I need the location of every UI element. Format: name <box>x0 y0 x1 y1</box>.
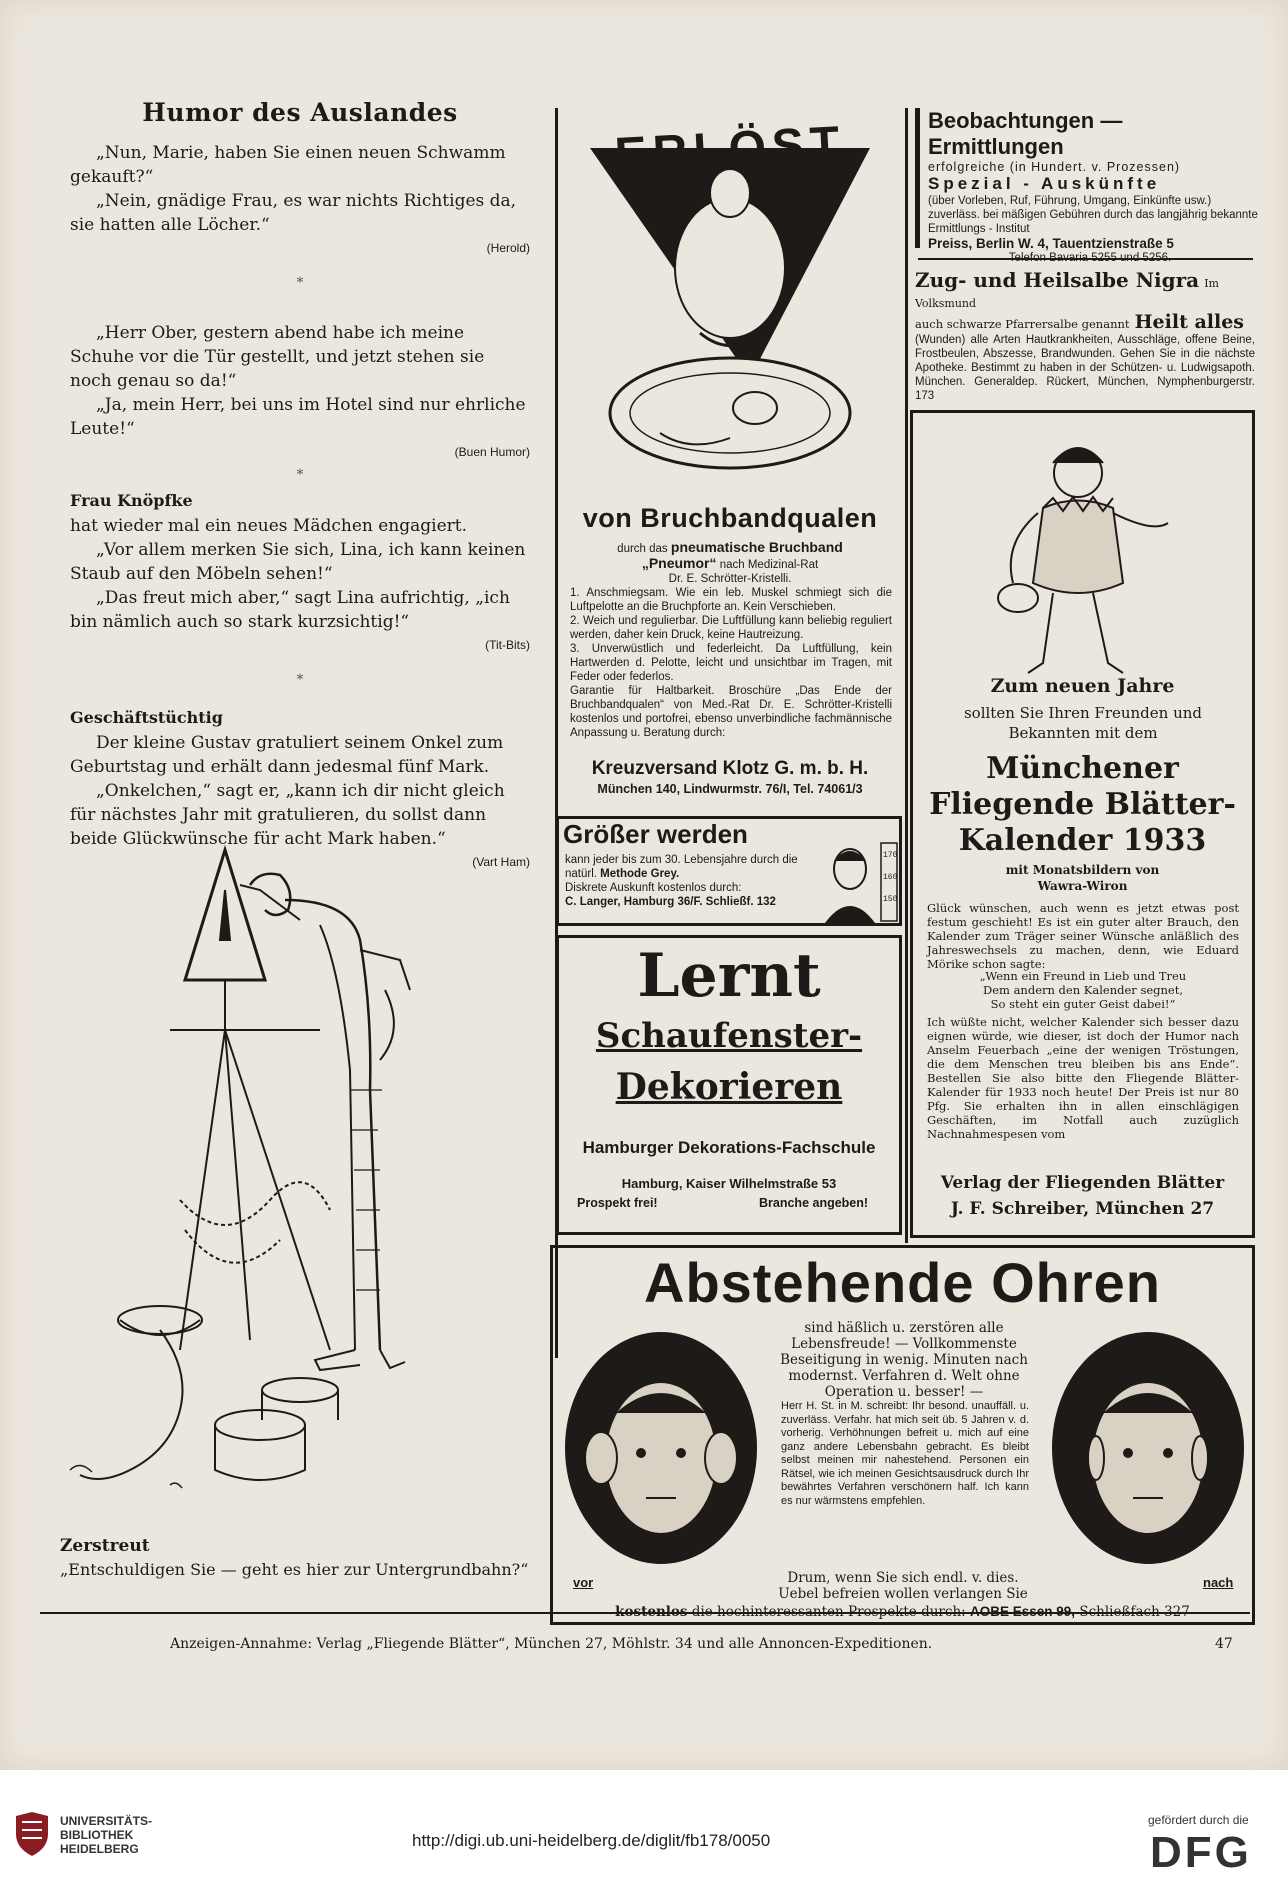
ohren-text: sind häßlich u. zerstören alle Lebensfreude! — Vollkommenste Beseitigung in wenig. Minuten nach modernst. Verfahren d. Welt ohne Operation u. besser! — <box>780 1320 1028 1400</box>
separator-star: * <box>296 275 304 291</box>
joke4-line: „Onkelchen,“ sagt er, „kann ich dir nicht gleich für nächstes Jahr mit gratulieren, du sollst dann beide Glückwünsche für acht Mark haben.“ <box>70 781 505 849</box>
kal-t5: Wawra-Wiron <box>1037 879 1128 893</box>
bottom-bar <box>0 1770 1288 1899</box>
ad-nigra <box>915 268 1255 402</box>
joke3-title: Frau Knöpfke <box>70 491 193 510</box>
ohren-vor: vor <box>573 1575 594 1590</box>
erloest-main: von Bruchbandqualen <box>582 503 878 533</box>
erloest-intro: durch das pneumatische Bruchband „Pneumor“ nach Medizinal-Rat Dr. E. Schrötter-Kristelli. <box>617 539 843 585</box>
dfg-logo: DFG <box>1150 1828 1252 1877</box>
kal-line2: sollten Sie Ihren Freunden und Bekannten mit dem <box>963 704 1203 742</box>
ohren-closing-line: kostenlos die hochinteressanten Prospekte durch: AOBE Essen 99, Schließfach 327 <box>615 1604 1190 1620</box>
erloest-points: 1. Anschmiegsam. Wie ein leb. Muskel schmiegt sich die Luftpelotte an die Bruchpforte an. Kein Verschieben. 2. Weich und regulierbar. Die Luftfüllung kann beliebig reguliert werden, daher kein Druck, keine Hautreizung. 3. Unverwüstlich und federleicht. Da Luftfüllung, kein Hartwerden d. Pelotte, leicht und unsichtbar im Tragen, mit Feder oder federlos. Garantie für Haltbarkeit. Broschüre „Das Ende der Bruchbandqualen“ von Med.-Rat Dr. E. Schrötter-Kristelli kostenlos und portofrei, ebenso unverbindliche fachmännische Anpassung u. Beratung durch: <box>570 587 892 739</box>
funded-text: gefördert durch die <box>1148 1813 1249 1827</box>
joke1-source: (Herold) <box>486 241 530 255</box>
ad-kalender <box>910 410 1255 1238</box>
ad-beobachtungen <box>915 108 1260 251</box>
separator-star: * <box>296 467 304 483</box>
beob-firm: Preiss, Berlin W. 4, Tauentzienstraße 5 <box>928 236 1174 251</box>
kal-poem: „Wenn ein Freund in Lieb und Treu Dem andern den Kalender segnet, So steht ein guter Geist dabei!“ <box>979 969 1187 1011</box>
joke3-line: hat wieder mal ein neues Mädchen engagiert. <box>70 516 468 536</box>
page-number: 47 <box>1215 1636 1233 1652</box>
kal-t2: Fliegende Blätter- <box>929 787 1236 822</box>
ohren-closing: Drum, wenn Sie sich endl. v. dies. Uebel befreien wollen verlangen Sie <box>778 1570 1028 1602</box>
ad-ohren <box>550 1245 1255 1625</box>
kal-text2: Ich wüßte nicht, welcher Kalender sich besser dazu eignen würde, wie dieser, ist doch der Humor nach Anselm Feuerbach „eine der wenigen Tröstungen, die dem Menschen treu bleiben bis ans Ende“. Bestellen Sie also bitte den Fliegende Blätter-Kalender für 1933 noch heute! Der Preis ist nur 80 Pfg. Sie erhalten ihn in allen einschlägigen Geschäften, im Notfall auch zuzüglich Nachnahmespesen vom <box>927 1015 1239 1141</box>
groesser-text: kann jeder bis zum 30. Lebensjahre durch die natürl. Methode Grey. Diskrete Auskunft kostenlos durch: C. Langer, Hamburg 36/F. Schließf. 132 <box>565 854 798 908</box>
joke3-line: „Das freut mich aber,“ sagt Lina aufrichtig, „ich bin nämlich auch so stark kurzsichtig!“ <box>70 588 510 632</box>
ad-lernt <box>556 935 902 1235</box>
joke4-source: (Vart Ham) <box>472 855 530 869</box>
groesser-scale: 170 160 150 <box>883 851 898 904</box>
groesser-title: Größer werden <box>563 819 748 849</box>
lernt-prospekt: Prospekt frei! <box>577 1196 658 1210</box>
erloest-company: Kreuzversand Klotz G. m. b. H. <box>591 758 869 779</box>
kal-pub2: J. F. Schreiber, München 27 <box>950 1199 1215 1219</box>
jester-illustration <box>983 433 1183 678</box>
joke1-line: „Nun, Marie, haben Sie einen neuen Schwamm gekauft?“ <box>70 143 506 187</box>
ad-erloest <box>560 108 900 798</box>
cartoon-title: Zerstreut <box>60 1536 150 1556</box>
humor-column <box>70 90 530 869</box>
separator-star: * <box>296 672 304 688</box>
joke2-line: „Herr Ober, gestern abend habe ich meine Schuhe vor die Tür gestellt, und jetzt stehen sie noch genau so da!“ <box>70 323 485 391</box>
lernt-branche: Branche angeben! <box>759 1196 869 1210</box>
university-logo-text: UNIVERSITÄTS- BIBLIOTHEK HEIDELBERG <box>60 1814 153 1856</box>
lernt-schaufenster: Schaufenster- <box>595 1016 863 1056</box>
joke2-source: (Buen Humor) <box>454 445 530 459</box>
lernt-school: Hamburger Dekorations-Fachschule <box>582 1138 876 1157</box>
joke4-line: Der kleine Gustav gratuliert seinem Onkel zum Geburtstag und erhält dann jedesmal fünf Mark. <box>70 733 504 777</box>
cartoon-illustration <box>60 830 530 1510</box>
footer-text: Anzeigen-Annahme: Verlag „Fliegende Blätter“, München 27, Möhlstr. 34 und alle Annoncen-Expeditionen. <box>170 1636 933 1652</box>
joke2-line: „Ja, mein Herr, bei uns im Hotel sind nur ehrliche Leute!“ <box>70 395 526 439</box>
ad-separator <box>918 258 1253 260</box>
ohren-nach: nach <box>1203 1575 1234 1590</box>
nigra-line2: auch schwarze Pfarrersalbe genannt Heilt alles <box>915 311 1245 333</box>
nigra-head: Zug- und Heilsalbe Nigra Im Volksmund <box>915 268 1219 310</box>
beob-spezial: Spezial - Auskünfte <box>928 174 1161 193</box>
source-url-link[interactable]: http://digi.ub.uni-heidelberg.de/diglit/fb178/0050 <box>412 1831 771 1850</box>
nigra-text: (Wunden) alle Arten Hautkrankheiten, Ausschläge, offene Beine, Frostbeulen, Abszesse, Brandwunden. Gehen Sie in die nächste Apotheke. Bestimmt zu haben in der Schützen- u. Ludwigsapoth. München. Generaldep. Rückert, München, Nymphenburgerstr. 173 <box>915 334 1255 402</box>
joke1-line: „Nein, gnädige Frau, es war nichts Richtiges da, sie hatten alle Löcher.“ <box>70 191 517 235</box>
beob-title: Beobachtungen — Ermittlungen <box>928 108 1123 159</box>
column-rule <box>905 108 908 1243</box>
cartoon-caption-block <box>60 1530 530 1579</box>
erloest-headline: ERLÖST <box>613 117 847 183</box>
beob-sub: erfolgreiche (in Hundert. v. Prozessen) <box>928 160 1181 174</box>
face-after-image <box>1048 1328 1248 1568</box>
university-logo-icon <box>12 1812 52 1856</box>
ohren-testimonial: Herr H. St. in M. schreibt: Ihr besond. unauffäll. u. zuverläss. Verfahr. hat mich seit üb. 5 Jahren v. d. vorherig. Verhöhnungen befreit u. mich auf eine ganz andere Lebensbahn gebracht. Es bleibt selbst meinen mir nahestehend. Personen ein Rätsel, wie ich meinen Gesichtsausdruck durch Ihr bewährtes Verfahren verschönern half. Ich kann es nur wärmstens empfehlen. <box>781 1400 1029 1507</box>
kal-t1: Münchener <box>986 751 1179 786</box>
kal-t3: Kalender 1933 <box>958 823 1207 858</box>
joke3-line: „Vor allem merken Sie sich, Lina, ich kann keinen Staub auf den Möbeln sehen!“ <box>70 540 526 584</box>
ad-groesser <box>556 816 902 926</box>
lernt-address: Hamburg, Kaiser Wilhelmstraße 53 <box>621 1176 837 1191</box>
joke3-source: (Tit-Bits) <box>485 638 530 652</box>
kal-line1: Zum neuen Jahre <box>990 675 1175 697</box>
humor-title: Humor des Auslandes <box>142 98 458 127</box>
erloest-address: München 140, Lindwurmstr. 76/I, Tel. 74061/3 <box>597 782 863 796</box>
beob-text: (über Vorleben, Ruf, Führung, Umgang, Einkünfte usw.) zuverläss. bei mäßigen Gebühren durch das langjährig bekannte Ermittlungs - Institut <box>928 195 1258 235</box>
face-before-image <box>561 1328 761 1568</box>
kal-pub1: Verlag der Fliegenden Blätter <box>940 1173 1225 1193</box>
joke4-title: Geschäftstüchtig <box>70 708 223 727</box>
kal-text1: Glück wünschen, auch wenn es jetzt etwas post festum geschieht! Es ist ein guter alter Brauch, den Kalender zum Träger seiner Wünsche anläßlich des Jahreswechsels zu machen, denn, wie Eduard Mörike schon sagte: <box>927 901 1239 971</box>
lernt-word: Lernt <box>637 941 821 1011</box>
kal-t4: mit Monatsbildern von <box>1005 863 1160 877</box>
cartoon-caption: „Entschuldigen Sie — geht es hier zur Untergrundbahn?“ <box>60 1560 529 1579</box>
ohren-title: Abstehende Ohren <box>644 1251 1161 1314</box>
lernt-dekorieren: Dekorieren <box>615 1066 843 1108</box>
